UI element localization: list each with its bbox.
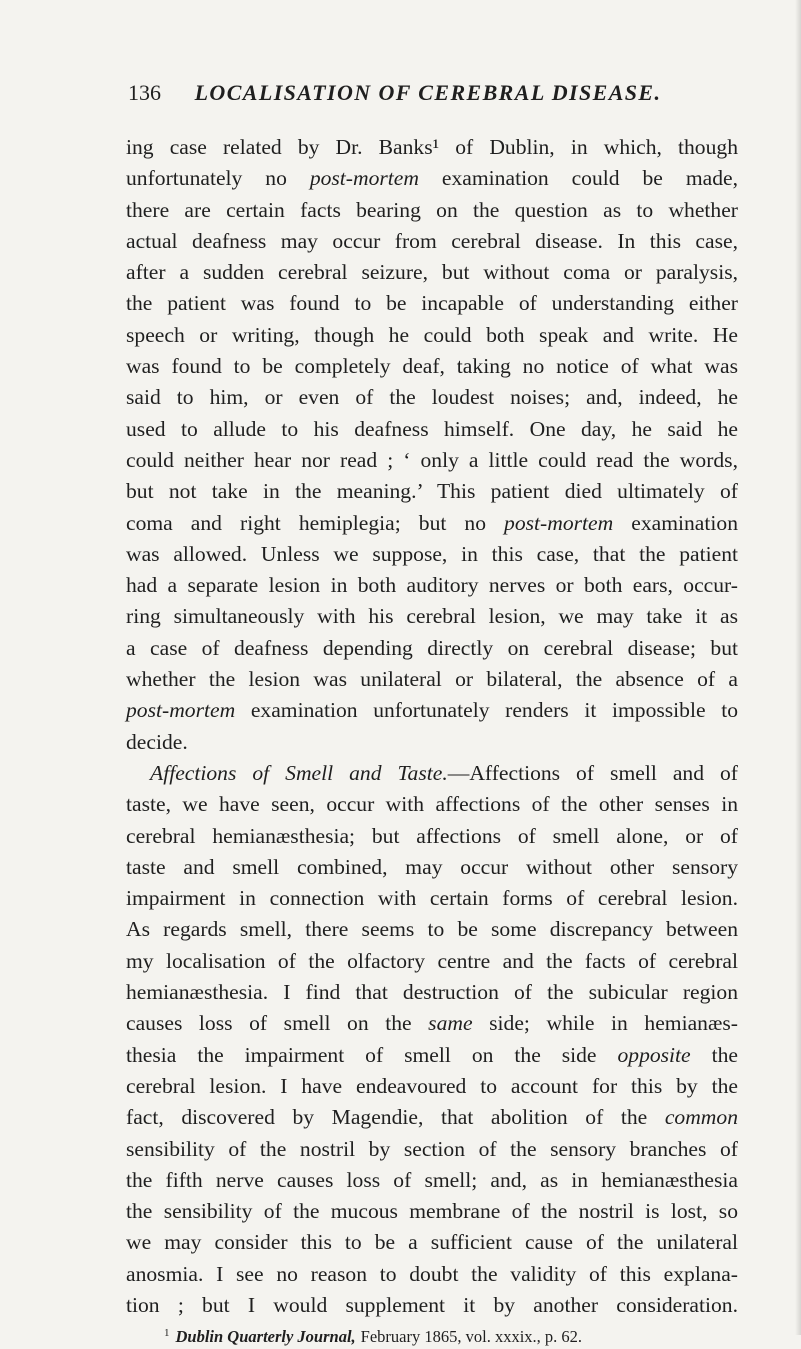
page-edge-shadow	[795, 0, 801, 1335]
text-line: there are certain facts bearing on the question as to whether	[126, 197, 738, 222]
text-line: but not take in the meaning.’ This patient died ultimately of	[126, 479, 738, 504]
page-number: 136	[128, 80, 161, 105]
text-line: taste, we have seen, occur with affections of the other senses in	[126, 792, 738, 817]
text-line: actual deafness may occur from cerebral disease. In this case,	[126, 228, 738, 253]
text-line: taste and smell combined, may occur without other sensory	[126, 854, 738, 879]
text-line: causes loss of smell on the same side; while in hemianæs-	[126, 1011, 738, 1036]
text-line: ing case related by Dr. Banks¹ of Dublin, in which, though	[126, 135, 738, 159]
text-line: after a sudden cerebral seizure, but without coma or paralysis,	[126, 260, 738, 285]
text-line: cerebral hemianæsthesia; but affections of smell alone, or of	[126, 823, 738, 848]
text-line: could neither hear nor read ; ‘ only a little could read the words,	[126, 447, 738, 472]
text-line: impairment in connection with certain forms of cerebral lesion.	[126, 886, 738, 911]
text-line: coma and right hemiplegia; but no post-mortem examination	[126, 510, 738, 535]
text-line: speech or writing, though he could both speak and write. He	[126, 322, 738, 347]
footnote-citation: February 1865, vol. xxxix., p. 62.	[360, 1327, 583, 1347]
running-title: LOCALISATION OF CEREBRAL DISEASE.	[194, 80, 662, 105]
text-line: thesia the impairment of smell on the side opposite the	[126, 1042, 738, 1067]
section-heading-line: Affections of Smell and Taste.—Affections of smell and of	[150, 760, 738, 785]
text-line: used to allude to his deafness himself. One day, he said he	[126, 416, 738, 441]
footnote-source: Dublin Quarterly Journal,	[175, 1327, 356, 1347]
text-line: a case of deafness depending directly on cerebral disease; but	[126, 635, 738, 660]
text-line: ring simultaneously with his cerebral lesion, we may take it as	[126, 604, 738, 629]
text-line: was found to be completely deaf, taking no notice of what was	[126, 354, 738, 379]
text-line: had a separate lesion in both auditory nerves or both ears, occur-	[126, 573, 738, 598]
text-line: cerebral lesion. I have endeavoured to account for this by the	[126, 1073, 738, 1098]
text-line: we may consider this to be a sufficient cause of the unilateral	[126, 1230, 738, 1255]
text-line: fact, discovered by Magendie, that abolition of the common	[126, 1105, 738, 1130]
text-line: whether the lesion was unilateral or bilateral, the absence of a	[126, 667, 738, 692]
text-line: the fifth nerve causes loss of smell; and, as in hemianæsthesia	[126, 1167, 738, 1192]
text-line: decide.	[126, 729, 188, 754]
text-line: was allowed. Unless we suppose, in this case, that the patient	[126, 541, 738, 566]
text-line: unfortunately no post-mortem examination could be made,	[126, 166, 738, 191]
text-line: my localisation of the olfactory centre and the facts of cerebral	[126, 948, 738, 973]
text-line: said to him, or even of the loudest noises; and, indeed, he	[126, 385, 738, 410]
text-line: tion ; but I would supplement it by another consideration.	[126, 1292, 738, 1317]
body-text	[126, 132, 738, 1345]
footnote	[126, 1321, 738, 1345]
text-line: post-mortem examination unfortunately renders it impossible to	[126, 698, 738, 723]
text-line: sensibility of the nostril by section of the sensory branches of	[126, 1136, 738, 1161]
text-line: the patient was found to be incapable of understanding either	[126, 291, 738, 316]
text-line: As regards smell, there seems to be some discrepancy between	[126, 917, 738, 942]
footnote-mark: 1	[164, 1327, 170, 1340]
page-header	[128, 77, 728, 109]
text-line: anosmia. I see no reason to doubt the validity of this explana-	[126, 1261, 738, 1286]
text-line: hemianæsthesia. I find that destruction of the subicular region	[126, 980, 738, 1005]
text-line: the sensibility of the mucous membrane of the nostril is lost, so	[126, 1199, 738, 1224]
